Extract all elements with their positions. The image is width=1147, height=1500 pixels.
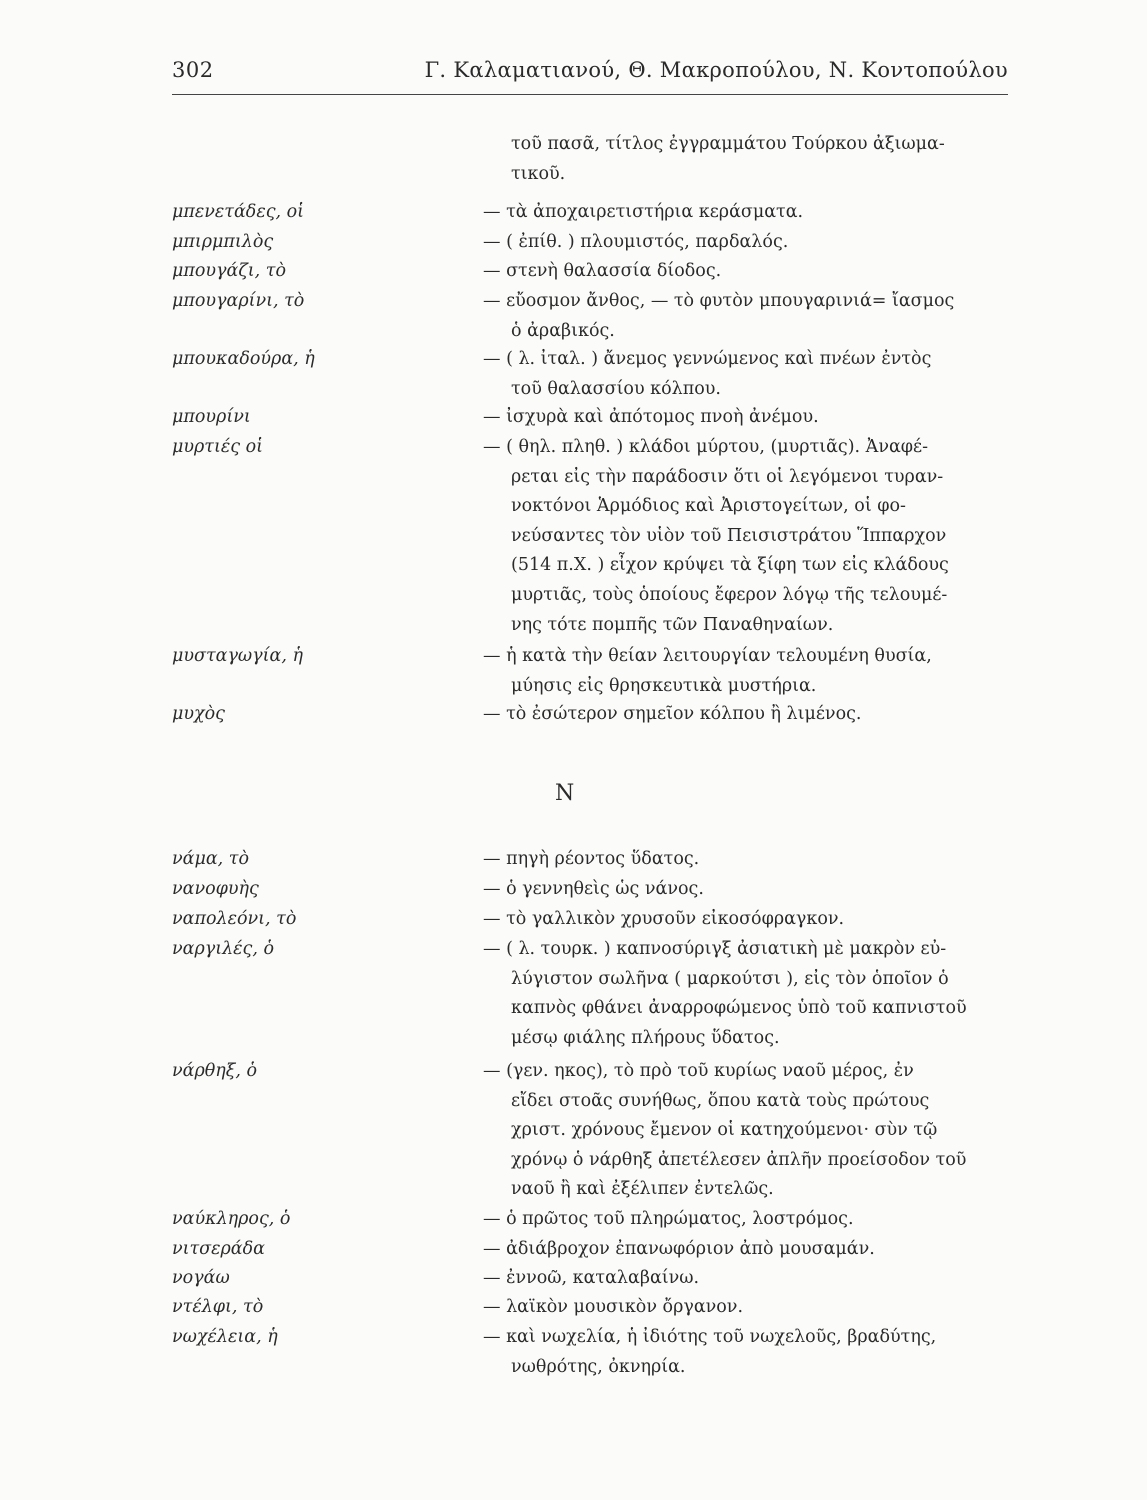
definition bbox=[483, 1264, 1012, 1294]
definition bbox=[483, 1057, 1012, 1205]
definition-line: — τὰ ἀποχαιρετιστήρια κεράσματα. bbox=[483, 202, 804, 222]
definition-line: εἴδει στοᾶς συνήθως, ὅπου κατὰ τοὺς πρώτους bbox=[511, 1090, 930, 1111]
definition-line: ὁ ἀραβικός. bbox=[511, 320, 615, 341]
definition bbox=[483, 1293, 1012, 1323]
definition-line: — ( λ. τουρκ. ) καπνοσύριγξ ἀσιατικὴ μὲ μακρὸν εὐ- bbox=[483, 939, 947, 959]
definition-line: τοῦ θαλασσίου κόλπου. bbox=[511, 378, 721, 399]
headword: μυρτιές οἱ bbox=[172, 437, 263, 457]
definition bbox=[483, 433, 1012, 640]
headword: ναύκληρος, ὁ bbox=[172, 1209, 291, 1229]
page-number: 302 bbox=[172, 58, 214, 82]
definition-line: — ( θηλ. πληθ. ) κλάδοι μύρτου, (μυρτιᾶς). Ἀναφέ- bbox=[483, 437, 929, 457]
headword: μυσταγωγία, ἡ bbox=[172, 646, 303, 666]
definition-line: ναοῦ ἢ καὶ ἐξέλιπεν ἐντελῶς. bbox=[511, 1179, 774, 1200]
definition-line: — ἀδιάβροχον ἐπανωφόριον ἀπὸ μουσαμάν. bbox=[483, 1239, 875, 1259]
definition bbox=[483, 1205, 1012, 1235]
definition-line: — ὁ γεννηθεὶς ὡς νάνος. bbox=[483, 879, 704, 899]
definition-line: λύγιστον σωλῆνα ( μαρκούτσι ), εἰς τὸν ὁποῖον ὁ bbox=[511, 968, 949, 989]
headword: ναργιλές, ὁ bbox=[172, 939, 275, 959]
definition bbox=[483, 1323, 1012, 1382]
definition-line: χριστ. χρόνους ἔμενον οἱ κατηχούμενοι· σὺν τῷ bbox=[511, 1120, 938, 1141]
definition-line: (514 π.Χ. ) εἶχον κρύψει τὰ ξίφη των εἰς κλάδους bbox=[511, 555, 949, 576]
headword: μπιρμπιλὸς bbox=[172, 232, 274, 252]
header-rule bbox=[172, 94, 1008, 95]
definition-line: μύησις εἰς θρησκευτικὰ μυστήρια. bbox=[511, 675, 817, 696]
definition-line: νης τότε πομπῆς τῶν Παναθηναίων. bbox=[511, 614, 834, 635]
definition-line: — καὶ νωχελία, ἡ ἰδιότης τοῦ νωχελοῦς, βραδύτης, bbox=[483, 1327, 937, 1347]
headword: μυχὸς bbox=[172, 704, 225, 724]
headword: ντέλφι, τὸ bbox=[172, 1297, 264, 1317]
definition bbox=[483, 935, 1012, 1053]
definition-line: — ὁ πρῶτος τοῦ πληρώματος, λοστρόμος. bbox=[483, 1209, 854, 1229]
definition bbox=[483, 403, 1012, 433]
definition-line: — ἡ κατὰ τὴν θείαν λειτουργίαν τελουμένη θυσία, bbox=[483, 646, 932, 666]
definition-line: — στενὴ θαλασσία δίοδος. bbox=[483, 261, 722, 281]
definition-line: — ( ἐπίθ. ) πλουμιστός, παρδαλός. bbox=[483, 232, 789, 252]
definition bbox=[483, 257, 1012, 287]
definition-line: — λαϊκὸν μουσικὸν ὄργανον. bbox=[483, 1297, 744, 1317]
definition-line: ρεται εἰς τὴν παράδοσιν ὅτι οἱ λεγόμενοι τυραν- bbox=[511, 466, 944, 487]
definition-line: — ἰσχυρὰ καὶ ἀπότομος πνοὴ ἀνέμου. bbox=[483, 407, 819, 427]
definition-line: χρόνῳ ὁ νάρθηξ ἀπετέλεσεν ἀπλῆν προείσοδον τοῦ bbox=[511, 1149, 967, 1170]
definition bbox=[483, 345, 1012, 404]
headword: νιτσεράδα bbox=[172, 1239, 265, 1259]
continuation-definition bbox=[483, 130, 1012, 189]
definition-line: νοκτόνοι Ἁρμόδιος καὶ Ἀριστογείτων, οἱ φο- bbox=[511, 496, 906, 517]
definition bbox=[483, 700, 1012, 730]
definition-line: — ( λ. ἰταλ. ) ἄνεμος γεννώμενος καὶ πνέων ἐντὸς bbox=[483, 349, 932, 369]
definition bbox=[483, 287, 1012, 346]
headword: νάμα, τὸ bbox=[172, 849, 249, 869]
section-letter: Ν bbox=[555, 781, 576, 806]
definition-line: μυρτιᾶς, τοὺς ὁποίους ἔφερον λόγῳ τῆς τελουμέ- bbox=[511, 584, 948, 605]
continuation-line: τικοῦ. bbox=[511, 163, 566, 184]
definition-line: — πηγὴ ρέοντος ὕδατος. bbox=[483, 849, 700, 869]
definition bbox=[483, 642, 1012, 701]
definition bbox=[483, 845, 1012, 875]
definition bbox=[483, 198, 1012, 228]
continuation-line: τοῦ πασᾶ, τίτλος ἐγγραμμάτου Τούρκου ἀξιωμα- bbox=[511, 134, 945, 154]
headword: μπουκαδούρα, ἡ bbox=[172, 349, 315, 369]
page-header bbox=[172, 58, 1008, 92]
headword: νανοφυὴς bbox=[172, 879, 259, 899]
definition-line: — (γεν. ηκος), τὸ πρὸ τοῦ κυρίως ναοῦ μέρος, ἐν bbox=[483, 1061, 914, 1081]
headword: μπενετάδες, οἱ bbox=[172, 202, 305, 222]
headword: νογάω bbox=[172, 1268, 230, 1288]
headword: ναπολεόνι, τὸ bbox=[172, 909, 297, 929]
definition-line: — τὸ γαλλικὸν χρυσοῦν εἰκοσόφραγκον. bbox=[483, 909, 845, 929]
definition bbox=[483, 228, 1012, 258]
definition-line: καπνὸς φθάνει ἀναρροφώμενος ὑπὸ τοῦ καπνιστοῦ bbox=[511, 998, 967, 1019]
definition-line: νεύσαντες τὸν υἱὸν τοῦ Πεισιστράτου Ἵππαρχον bbox=[511, 525, 947, 546]
definition bbox=[483, 1235, 1012, 1265]
definition-line: μέσῳ φιάλης πλήρους ὕδατος. bbox=[511, 1027, 780, 1048]
headword: νάρθηξ, ὁ bbox=[172, 1061, 258, 1081]
definition bbox=[483, 905, 1012, 935]
definition-line: — τὸ ἐσώτερον σημεῖον κόλπου ἢ λιμένος. bbox=[483, 704, 862, 724]
headword: μπουρίνι bbox=[172, 407, 251, 427]
definition bbox=[483, 875, 1012, 905]
definition-line: — εὔοσμον ἄνθος, — τὸ φυτὸν μπουγαρινιά= ἴασμος bbox=[483, 291, 955, 311]
running-title: Γ. Καλαματιανού, Θ. Μακροπούλου, Ν. Κοντοπούλου bbox=[424, 58, 1008, 82]
definition-line: — ἐννοῶ, καταλαβαίνω. bbox=[483, 1268, 700, 1288]
headword: νωχέλεια, ἡ bbox=[172, 1327, 278, 1347]
definition-line: νωθρότης, ὀκνηρία. bbox=[511, 1356, 686, 1377]
headword: μπουγάζι, τὸ bbox=[172, 261, 287, 281]
headword: μπουγαρίνι, τὸ bbox=[172, 291, 305, 311]
